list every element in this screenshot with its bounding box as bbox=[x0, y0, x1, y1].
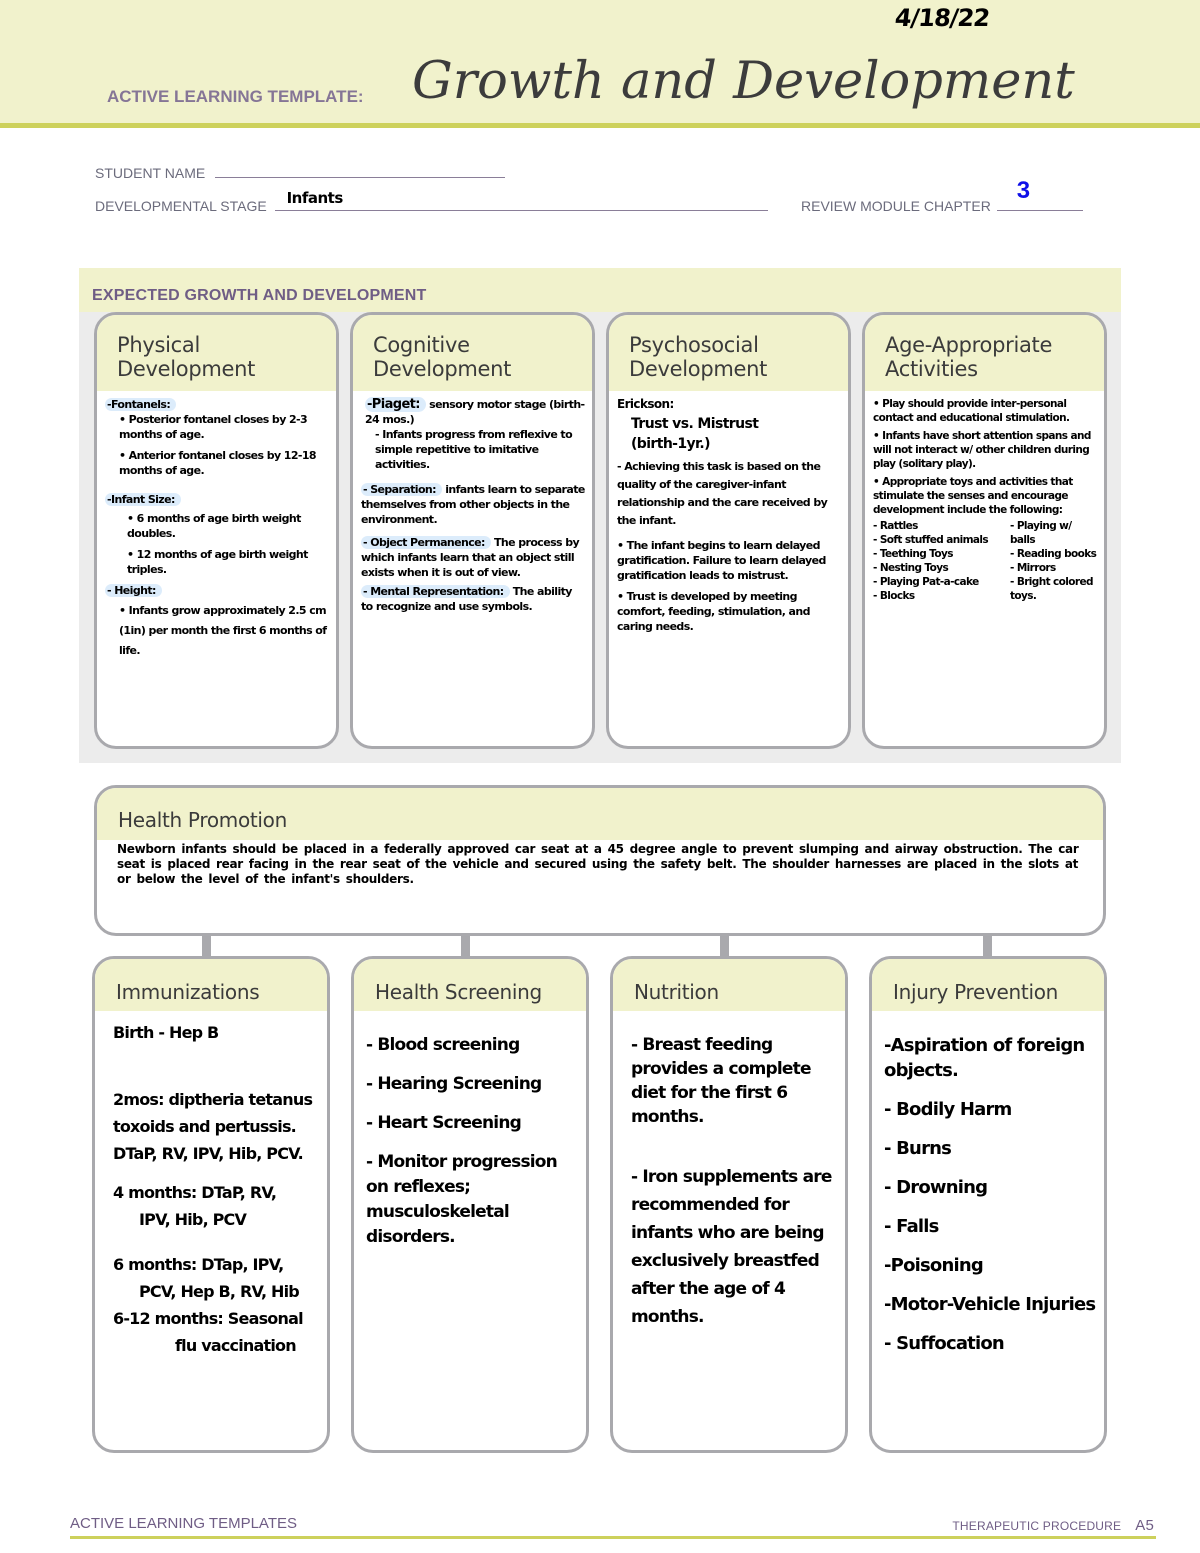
developmental-stage-value: Infants bbox=[286, 189, 343, 207]
template-label: ACTIVE LEARNING TEMPLATE: bbox=[107, 87, 364, 106]
header-divider bbox=[0, 123, 1200, 128]
card-header: Health Screening bbox=[354, 959, 586, 1011]
developmental-stage-label: DEVELOPMENTAL STAGE bbox=[95, 198, 267, 214]
connector-line bbox=[202, 936, 211, 958]
connector-line bbox=[461, 936, 470, 958]
card-immunizations bbox=[92, 956, 330, 1453]
section-title: EXPECTED GROWTH AND DEVELOPMENT bbox=[92, 287, 427, 304]
toy-list bbox=[873, 519, 1098, 603]
student-name-label: STUDENT NAME bbox=[95, 165, 206, 181]
card-injury-prevention bbox=[869, 956, 1107, 1453]
card-header: Physical Development bbox=[97, 315, 336, 391]
card-notes: -Fontanels: • Posterior fontanel closes by 2-3 months of age. • Anterior fontanel closes by 12-18 months of age. -Infant Size: • 6 months of age birth weight doubles. • 12 months of age birth weight triples. - Height: • Infants grow approximately 2.5 cm (1in) per month the first 6 months of life. bbox=[107, 398, 327, 657]
review-module-chapter-label: REVIEW MODULE CHAPTER bbox=[801, 198, 991, 214]
card-psychosocial-development bbox=[606, 312, 851, 749]
card-physical-development bbox=[94, 312, 339, 749]
injury-prevention-notes: -Aspiration of foreign objects. - Bodily Harm - Burns - Drowning - Falls -Poisoning -Motor-Vehicle Injuries - Suffocation bbox=[884, 1035, 1096, 1354]
immunization-notes: Birth - Hep B 2mos: diptheria tetanus toxoids and pertussis. DTaP, RV, IPV, Hib, PCV. 4 months: DTaP, RV, IPV, Hib, PCV 6 months: DTap, IPV, PCV, Hep B, RV, Hib 6-12 months: Seasonal flu vaccination bbox=[113, 1023, 313, 1355]
card-health-promotion bbox=[94, 785, 1106, 936]
card-notes: -Piaget: sensory motor stage (birth-24 mos.) - Infants progress from reflexive to simple repetitive to imitative activities. - Separation: infants learn to separate themselves from other objects in the environment. - Object Permanence: The process by which infants learn that an object still exists when it is out of view. - Mental Representation: The ability to recognize and use symbols. bbox=[361, 397, 585, 613]
footer-divider bbox=[70, 1536, 1156, 1539]
toy-list-left: - Rattles - Soft stuffed animals - Teething Toys - Nesting Toys - Playing Pat-a-cake - Blocks bbox=[873, 520, 989, 602]
card-notes: Erickson: Trust vs. Mistrust (birth-1yr.) - Achieving this task is based on the quality of the caregiver-infant relationship and the care received by the infant. • The infant begins to learn delayed gratification. Failure to learn delayed gratification leads to mistrust. • Trust is developed by meeting comfort, feeding, stimulation, and caring needs. bbox=[617, 397, 828, 633]
card-cognitive-development bbox=[350, 312, 595, 749]
review-module-chapter-row bbox=[801, 177, 1083, 214]
footer-title: ACTIVE LEARNING TEMPLATES bbox=[70, 1515, 297, 1532]
card-notes: • Play should provide inter-personal contact and educational stimulation. • Infants have short attention spans and will not interact w/ other children during play (solitary play). • Appropriate toys and activities that stimulate the senses and encourage development include the following: - Rattles - Soft stuffed animals - Teething Toys - Nesting Toys - Playing Pat-a-cake - Blocks - Playing w/ balls - Reading books - Mirrors - Bright colored toys. bbox=[873, 398, 1097, 602]
page-title: Growth and Development bbox=[412, 52, 1075, 111]
card-header: Health Promotion bbox=[97, 788, 1103, 840]
card-header: Injury Prevention bbox=[872, 959, 1104, 1011]
card-nutrition bbox=[610, 956, 848, 1453]
nutrition-notes: - Breast feeding provides a complete diet for the first 6 months. - Iron supplements are recommended for infants who are being exclusively breastfed after the age of 4 months. bbox=[631, 1035, 832, 1327]
card-header: Psychosocial Development bbox=[609, 315, 848, 391]
student-name-row bbox=[95, 165, 505, 181]
card-health-screening bbox=[351, 956, 589, 1453]
review-module-chapter-value: 3 bbox=[1016, 177, 1031, 204]
student-name-field[interactable] bbox=[215, 166, 505, 178]
connector-line bbox=[983, 936, 992, 958]
footer-section: THERAPEUTIC PROCEDURE A5 bbox=[952, 1517, 1154, 1534]
card-header: Immunizations bbox=[95, 959, 327, 1011]
connector-line bbox=[720, 936, 729, 958]
card-header: Cognitive Development bbox=[353, 315, 592, 391]
toy-list-right: - Playing w/ balls - Reading books - Mirrors - Bright colored toys. bbox=[1010, 520, 1097, 602]
developmental-stage-row bbox=[95, 189, 768, 214]
card-header: Nutrition bbox=[613, 959, 845, 1011]
review-module-chapter-field[interactable] bbox=[997, 177, 1083, 211]
health-screening-notes: - Blood screening - Hearing Screening - Heart Screening - Monitor progression on reflexes; musculoskeletal disorders. bbox=[366, 1035, 557, 1247]
card-header: Age-Appropriate Activities bbox=[865, 315, 1104, 391]
health-promotion-notes: Newborn infants should be placed in a federally approved car seat at a 45 degree angle to prevent slumping and airway obstruction. The car seat is placed rear facing in the rear seat of the vehicle and secured using the safety belt. The shoulder harnesses are placed in the slots at or below the level of the infant's shoulders. bbox=[117, 842, 1079, 886]
page-number: A5 bbox=[1135, 1517, 1154, 1534]
card-age-appropriate-activities bbox=[862, 312, 1107, 749]
developmental-stage-field[interactable] bbox=[275, 189, 768, 211]
handwritten-date: 4/18/22 bbox=[893, 4, 991, 32]
